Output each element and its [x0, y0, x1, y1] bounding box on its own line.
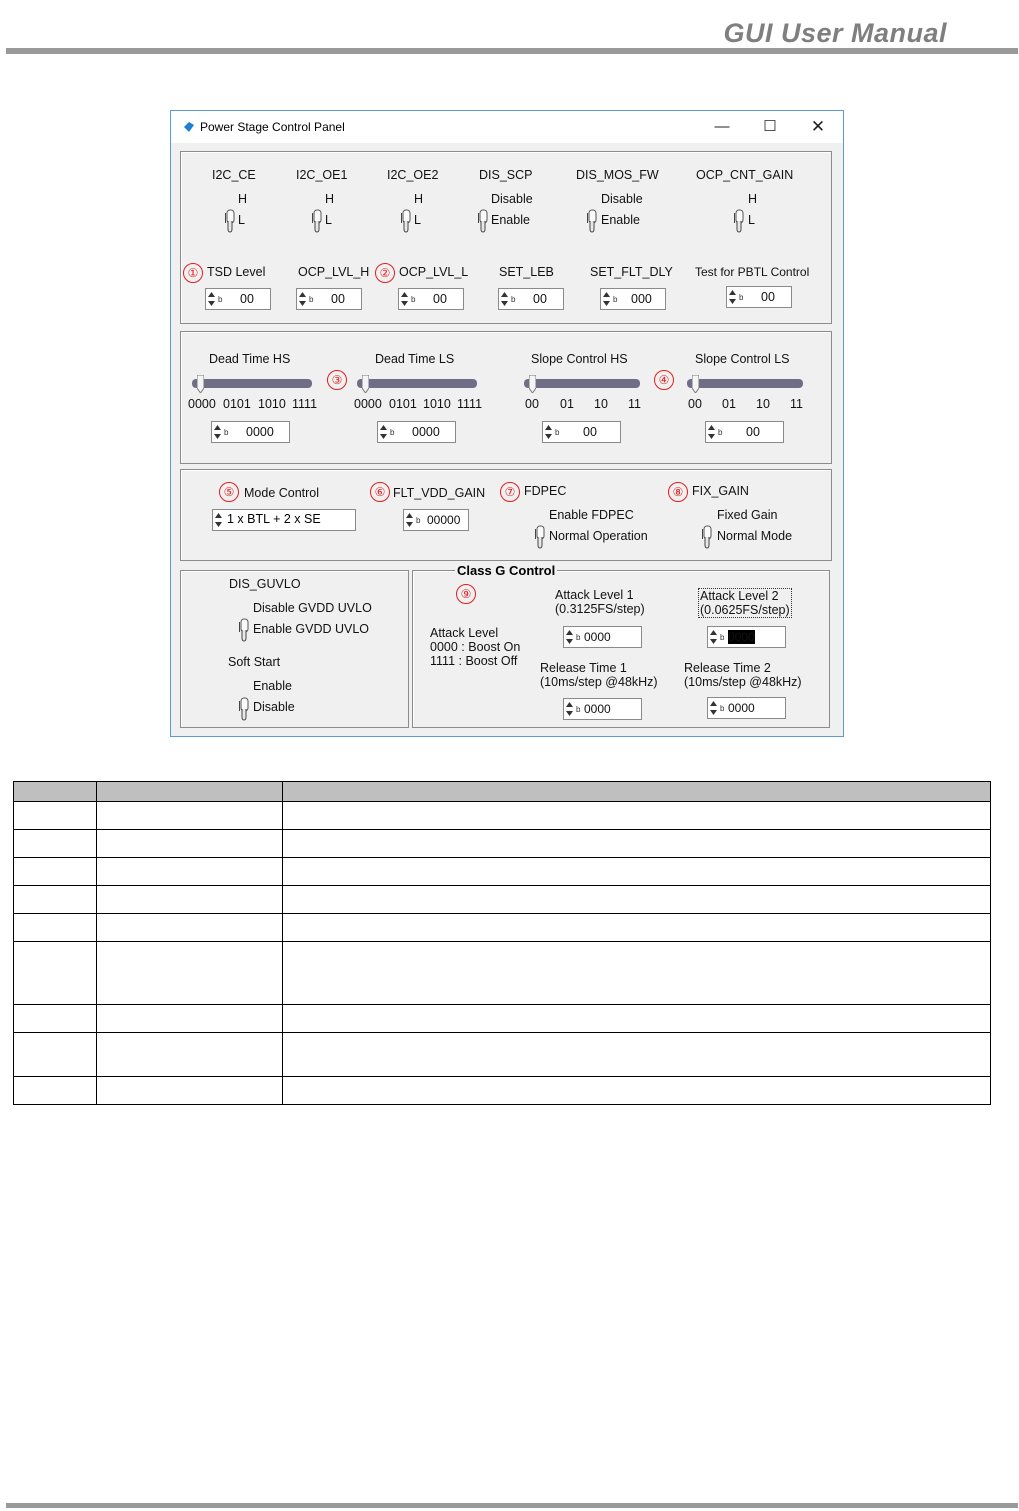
- spin-arrows-icon[interactable]: [709, 699, 718, 717]
- dead-time-hs-tick-2: 1010: [258, 397, 286, 411]
- set-leb-value[interactable]: 00: [533, 292, 547, 306]
- table-cell: [97, 802, 283, 830]
- marker-4: ④: [654, 370, 674, 390]
- dead-time-ls-tick-3: 1111: [457, 397, 483, 411]
- release-time-2-value[interactable]: 0000: [728, 701, 755, 715]
- ocp-lvl-h-value[interactable]: 00: [331, 292, 345, 306]
- table-cell: [97, 886, 283, 914]
- toggle-bottom-i2c-ce: L: [238, 213, 245, 227]
- toggle-switch-icon[interactable]: [238, 695, 250, 721]
- table-cell: [14, 1077, 97, 1105]
- table-cell: [97, 858, 283, 886]
- toggle-bottom-dis-mos-fw: Enable: [601, 213, 640, 227]
- table-cell: [283, 914, 991, 942]
- table-cell: [283, 1005, 991, 1033]
- dead-time-ls-label: Dead Time LS: [375, 352, 455, 366]
- release-time-1-label: Release Time 1 (10ms/step @48kHz): [540, 661, 658, 689]
- toggle-bottom-dis-scp: Enable: [491, 213, 530, 227]
- toggle-label-i2c-oe2: I2C_OE2: [387, 168, 439, 182]
- group-mode: [180, 469, 832, 561]
- format-b: b: [613, 295, 618, 304]
- spin-arrows-icon[interactable]: [709, 628, 718, 646]
- toggle-switch-icon[interactable]: [224, 207, 236, 233]
- spin-arrows-icon[interactable]: [207, 290, 216, 308]
- header-rule: [6, 48, 1018, 54]
- group-protection: [180, 151, 832, 324]
- table-row: [14, 886, 991, 914]
- table-cell: [97, 830, 283, 858]
- table-cell: [14, 886, 97, 914]
- group-dead-time-slope: [180, 331, 832, 464]
- slope-control-ls-tick-0: 00: [688, 397, 702, 411]
- description-table: [13, 781, 991, 1105]
- dis-guvlo-top-label: Disable GVDD UVLO: [253, 601, 372, 615]
- slope-control-ls-label: Slope Control LS: [695, 352, 790, 366]
- slider-thumb-icon[interactable]: [362, 375, 369, 393]
- slope-control-ls-tick-1: 01: [722, 397, 736, 411]
- app-icon: [183, 121, 195, 133]
- format-b: b: [218, 295, 223, 304]
- fix-gain-toggle[interactable]: [701, 523, 713, 549]
- table-row: [14, 1005, 991, 1033]
- set-flt-dly-value[interactable]: 000: [631, 292, 652, 306]
- slider-thumb-icon[interactable]: [692, 375, 699, 393]
- format-b: b: [720, 704, 725, 713]
- table-cell: [14, 858, 97, 886]
- spin-arrows-icon[interactable]: [707, 423, 716, 441]
- table-cell: [97, 942, 283, 1005]
- table-cell: [97, 1077, 283, 1105]
- dis-guvlo-label: DIS_GUVLO: [229, 577, 301, 591]
- fix-gain-top-label: Fixed Gain: [717, 508, 778, 522]
- set-leb-label: SET_LEB: [499, 265, 554, 279]
- dead-time-hs-tick-1: 0101: [223, 397, 251, 411]
- attack-level-1-value[interactable]: 0000: [584, 630, 611, 644]
- marker-9: ⑨: [456, 584, 476, 604]
- table-cell: [97, 1033, 283, 1077]
- ocp-lvl-l-spinbox[interactable]: [398, 288, 464, 310]
- class-g-title: Class G Control: [457, 563, 556, 578]
- dis-scp-toggle[interactable]: [477, 207, 489, 233]
- toggle-switch-icon[interactable]: [477, 207, 489, 233]
- format-b: b: [390, 428, 395, 437]
- dead-time-hs-tick-3: 1111: [292, 397, 318, 411]
- attack-level-2-spinbox[interactable]: [707, 626, 786, 648]
- spin-arrows-icon[interactable]: [405, 511, 414, 529]
- window-title: Power Stage Control Panel: [200, 120, 345, 134]
- table-row: [14, 1033, 991, 1077]
- attack-level-1-spinbox[interactable]: [563, 626, 642, 648]
- tsd-level-label: TSD Level: [207, 265, 266, 279]
- format-b: b: [309, 295, 314, 304]
- toggle-switch-icon[interactable]: [701, 523, 713, 549]
- group-guvlo-softstart: [180, 570, 409, 728]
- toggle-label-dis-scp: DIS_SCP: [479, 168, 533, 182]
- table-row: [14, 802, 991, 830]
- flt-vdd-gain-label: FLT_VDD_GAIN: [393, 486, 486, 500]
- dead-time-hs-spinbox[interactable]: [211, 421, 290, 443]
- slope-control-hs-tick-3: 11: [628, 397, 641, 411]
- maximize-button[interactable]: ☐: [763, 118, 777, 135]
- table-cell: [14, 914, 97, 942]
- spin-arrows-icon[interactable]: [565, 628, 574, 646]
- format-b: b: [555, 428, 560, 437]
- pbtl-control-label: Test for PBTL Control: [695, 265, 810, 279]
- table-header-row: [14, 782, 991, 802]
- slope-control-hs-tick-2: 10: [594, 397, 608, 411]
- format-b: b: [576, 705, 581, 714]
- slope-control-hs-tick-0: 00: [525, 397, 539, 411]
- dead-time-ls-tick-2: 1010: [423, 397, 451, 411]
- toggle-top-i2c-oe1: H: [325, 192, 335, 206]
- spin-arrows-icon[interactable]: [400, 290, 409, 308]
- footer-rule: [6, 1503, 1018, 1508]
- set-flt-dly-spinbox[interactable]: [600, 288, 666, 310]
- dead-time-hs-value[interactable]: 0000: [246, 425, 274, 439]
- marker-2: ②: [375, 263, 395, 283]
- ocp-lvl-h-label: OCP_LVL_H: [298, 265, 370, 279]
- spin-arrows-icon[interactable]: [298, 290, 307, 308]
- table-cell: [283, 942, 991, 1005]
- marker-8: ⑧: [668, 482, 688, 502]
- format-b: b: [224, 428, 229, 437]
- ocp-lvl-l-value[interactable]: 00: [433, 292, 447, 306]
- table-cell: [14, 942, 97, 1005]
- minimize-button[interactable]: —: [714, 118, 730, 135]
- format-b: b: [718, 428, 723, 437]
- spin-arrows-icon[interactable]: [379, 423, 388, 441]
- dis-mos-fw-toggle[interactable]: [586, 207, 598, 233]
- table-row: [14, 1077, 991, 1105]
- table-cell: [283, 1033, 991, 1077]
- marker-3: ③: [327, 370, 347, 390]
- table-row: [14, 858, 991, 886]
- dead-time-ls-spinbox[interactable]: [377, 421, 456, 443]
- toggle-top-i2c-ce: H: [238, 192, 248, 206]
- spin-arrows-icon[interactable]: [213, 423, 222, 441]
- i2c-oe1-toggle[interactable]: [311, 207, 323, 233]
- dead-time-hs-label: Dead Time HS: [209, 352, 291, 366]
- table-cell: [14, 830, 97, 858]
- toggle-top-dis-scp: Disable: [491, 192, 533, 206]
- table-cell: [14, 1005, 97, 1033]
- mode-control-value[interactable]: 1 x BTL + 2 x SE: [227, 512, 321, 526]
- fdpec-top-label: Enable FDPEC: [549, 508, 634, 522]
- toggle-label-i2c-oe1: I2C_OE1: [296, 168, 348, 182]
- flt-vdd-gain-value[interactable]: 00000: [427, 513, 461, 527]
- ocp-cnt-gain-toggle[interactable]: [733, 207, 745, 233]
- fdpec-toggle[interactable]: [534, 523, 546, 549]
- attack-level-2-value[interactable]: 0000: [728, 630, 755, 644]
- set-flt-dly-label: SET_FLT_DLY: [590, 265, 673, 279]
- table-cell: [283, 802, 991, 830]
- format-b: b: [411, 295, 416, 304]
- tsd-level-value[interactable]: 00: [240, 292, 254, 306]
- table-header-cell: [14, 782, 97, 802]
- mode-control-label: Mode Control: [244, 486, 320, 500]
- toggle-label-dis-mos-fw: DIS_MOS_FW: [576, 168, 659, 182]
- format-b: b: [739, 293, 744, 302]
- slope-control-hs-spinbox[interactable]: [542, 421, 621, 443]
- table-cell: [283, 886, 991, 914]
- marker-5: ⑤: [219, 482, 239, 502]
- toggle-top-dis-mos-fw: Disable: [601, 192, 643, 206]
- power-stage-window: [170, 110, 844, 737]
- toggle-label-i2c-ce: I2C_CE: [212, 168, 256, 182]
- format-b: b: [511, 295, 516, 304]
- table-header-cell: [97, 782, 283, 802]
- flt-vdd-gain-spinbox[interactable]: [403, 509, 469, 531]
- group-class-g: [412, 563, 830, 728]
- toggle-switch-icon[interactable]: [586, 207, 598, 233]
- table-row: [14, 830, 991, 858]
- marker-7: ⑦: [500, 482, 520, 502]
- dead-time-ls-tick-1: 0101: [389, 397, 417, 411]
- slope-control-hs-label: Slope Control HS: [531, 352, 628, 366]
- fix-gain-label: FIX_GAIN: [692, 484, 749, 498]
- toggle-switch-icon[interactable]: [534, 523, 546, 549]
- table-cell: [14, 802, 97, 830]
- format-b: b: [720, 633, 725, 642]
- slope-control-ls-tick-2: 10: [756, 397, 770, 411]
- soft-start-label: Soft Start: [228, 655, 281, 669]
- marker-1: ①: [183, 263, 203, 283]
- slope-control-ls-spinbox[interactable]: [705, 421, 784, 443]
- toggle-bottom-i2c-oe1: L: [325, 213, 332, 227]
- soft-start-toggle[interactable]: [238, 695, 250, 721]
- dead-time-hs-tick-0: 0000: [188, 397, 216, 411]
- toggle-label-ocp-cnt-gain: OCP_CNT_GAIN: [696, 168, 794, 182]
- title-bar[interactable]: [171, 111, 843, 143]
- fdpec-label: FDPEC: [524, 484, 567, 498]
- table-cell: [283, 858, 991, 886]
- slope-control-ls-value[interactable]: 00: [746, 425, 760, 439]
- slope-control-ls-tick-3: 11: [790, 397, 803, 411]
- table-cell: [97, 914, 283, 942]
- pbtl-control-spinbox[interactable]: [726, 286, 792, 308]
- attack-level-info: Attack Level 0000 : Boost On 1111 : Boost Off: [430, 626, 521, 668]
- release-time-2-spinbox[interactable]: [707, 697, 786, 719]
- attack-level-1-label: Attack Level 1 (0.3125FS/step): [555, 588, 645, 616]
- format-b: b: [416, 516, 421, 525]
- slider-thumb-icon[interactable]: [197, 375, 204, 393]
- ocp-lvl-h-spinbox[interactable]: [296, 288, 362, 310]
- spin-arrows-icon[interactable]: [565, 700, 574, 718]
- toggle-switch-icon[interactable]: [238, 616, 250, 642]
- table-cell: [14, 1033, 97, 1077]
- release-time-1-spinbox[interactable]: [563, 698, 642, 720]
- ocp-lvl-l-label: OCP_LVL_L: [399, 265, 469, 279]
- close-button[interactable]: ✕: [810, 117, 826, 136]
- i2c-oe2-toggle[interactable]: [400, 207, 412, 233]
- document-header-title: GUI User Manual: [723, 18, 947, 48]
- slope-control-hs-tick-1: 01: [560, 397, 574, 411]
- mode-control-select[interactable]: [212, 509, 356, 531]
- table-row: [14, 942, 991, 1005]
- marker-6: ⑥: [370, 482, 390, 502]
- set-leb-spinbox[interactable]: [498, 288, 564, 310]
- slider-thumb-icon[interactable]: [529, 375, 536, 393]
- toggle-bottom-i2c-oe2: L: [414, 213, 421, 227]
- toggle-top-i2c-oe2: H: [414, 192, 424, 206]
- dead-time-ls-value[interactable]: 0000: [412, 425, 440, 439]
- dis-guvlo-toggle[interactable]: [238, 616, 250, 642]
- table-cell: [97, 1005, 283, 1033]
- dis-guvlo-bottom-label: Enable GVDD UVLO: [253, 622, 370, 636]
- table-cell: [283, 1077, 991, 1105]
- toggle-switch-icon[interactable]: [311, 207, 323, 233]
- dead-time-ls-tick-0: 0000: [354, 397, 382, 411]
- format-b: b: [576, 633, 581, 642]
- toggle-top-ocp-cnt-gain: H: [748, 192, 758, 206]
- spin-arrows-icon[interactable]: [728, 288, 737, 306]
- spin-arrows-icon[interactable]: [214, 511, 223, 529]
- toggle-switch-icon[interactable]: [733, 207, 745, 233]
- i2c-ce-toggle[interactable]: [224, 207, 236, 233]
- table-header-cell: [283, 782, 991, 802]
- release-time-1-value[interactable]: 0000: [584, 702, 611, 716]
- table-row: [14, 914, 991, 942]
- fix-gain-bottom-label: Normal Mode: [717, 529, 793, 543]
- slope-control-hs-value[interactable]: 00: [583, 425, 597, 439]
- release-time-2-label: Release Time 2 (10ms/step @48kHz): [684, 661, 802, 689]
- pbtl-control-value[interactable]: 00: [761, 290, 775, 304]
- soft-start-top-label: Enable: [253, 679, 292, 693]
- fdpec-bottom-label: Normal Operation: [549, 529, 648, 543]
- table-cell: [283, 830, 991, 858]
- soft-start-bottom-label: Disable: [253, 700, 295, 714]
- tsd-level-spinbox[interactable]: [205, 288, 271, 310]
- toggle-switch-icon[interactable]: [400, 207, 412, 233]
- spin-arrows-icon[interactable]: [602, 290, 611, 308]
- spin-arrows-icon[interactable]: [500, 290, 509, 308]
- spin-arrows-icon[interactable]: [544, 423, 553, 441]
- attack-level-2-label: Attack Level 2 (0.0625FS/step): [700, 589, 790, 617]
- toggle-bottom-ocp-cnt-gain: L: [748, 213, 755, 227]
